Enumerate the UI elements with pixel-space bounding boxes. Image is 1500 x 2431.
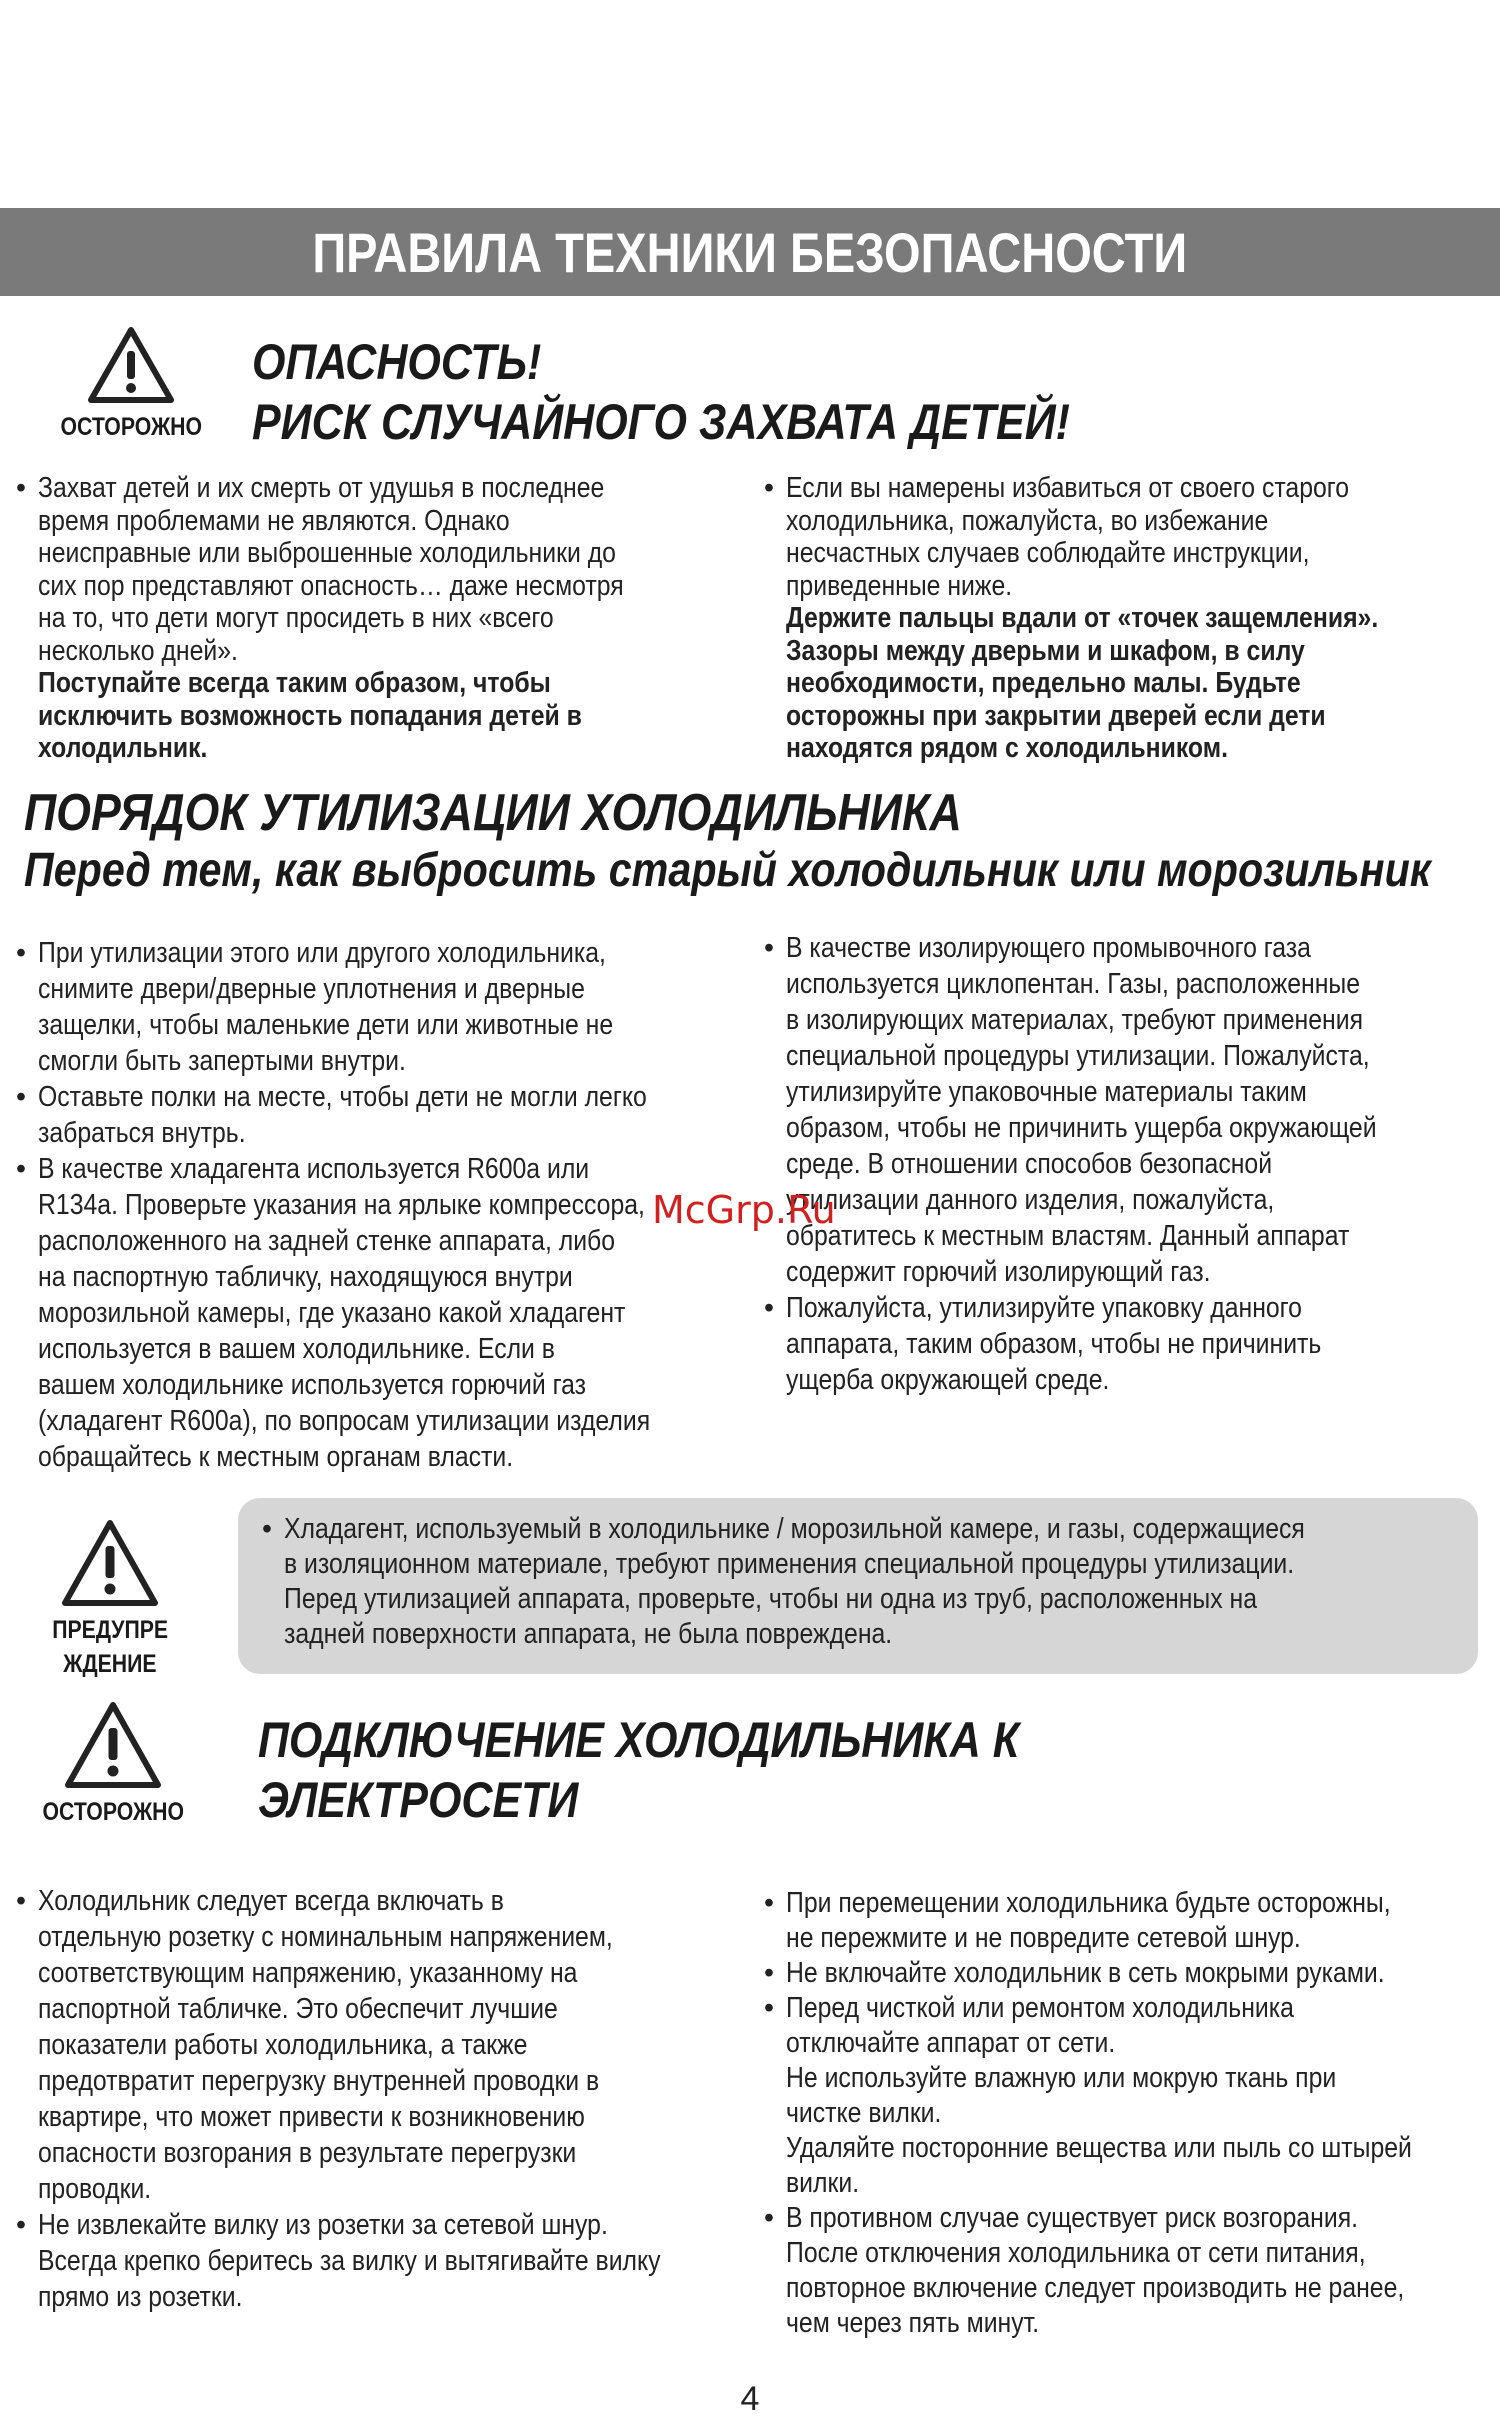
text-line: холодильника, пожалуйста, во избежание [786, 504, 1269, 537]
warning-triangle-icon [87, 325, 175, 405]
text-line: используется в вашем холодильнике. Если в [38, 1333, 555, 1365]
warning-label: ПРЕДУПРЕ [52, 1616, 168, 1644]
heading-line: ПОДКЛЮЧЕНИЕ ХОЛОДИЛЬНИКА К [258, 1712, 1020, 1768]
text-line: (хладагент R600a), по вопросам утилизации изделия [38, 1405, 651, 1437]
caution-block [36, 325, 226, 444]
text-line: в изоляционном материале, требуют применения специальной процедуры утилизации. [284, 1548, 1295, 1580]
text-line: снимите двери/дверные уплотнения и дверные [38, 973, 585, 1005]
list-item [16, 2207, 736, 2315]
list-item [764, 1290, 1484, 1398]
list-item [16, 472, 736, 765]
text-line: на то, что дети могут просидеть в них «всего [38, 602, 554, 634]
text-line: ущерба окружающей среде. [786, 1364, 1110, 1396]
text-line: защелки, чтобы маленькие дети или животные не [38, 1009, 614, 1041]
text-line: соответствующим напряжению, указанному на [38, 1957, 578, 1989]
text-line: показатели работы холодильника, а также [38, 2029, 528, 2061]
text-line: прямо из розетки. [38, 2281, 243, 2313]
bold-text-line: осторожны при закрытии дверей если дети [786, 699, 1326, 732]
text-line: R134a. Проверьте указания на ярлыке компрессора, [38, 1189, 645, 1221]
text-line: не пережмите и не повредите сетевой шнур. [786, 1922, 1301, 1954]
watermark: McGrp.Ru [652, 1188, 836, 1232]
caution-block [18, 1700, 208, 1829]
bold-text-line: Зазоры между дверьми и шкафом, в силу [786, 634, 1305, 667]
warning-triangle-icon [63, 1700, 163, 1790]
text-line: задней поверхности аппарата, не была повреждена. [284, 1618, 893, 1650]
text-line: • Пожалуйста, утилизируйте упаковку данного [786, 1292, 1302, 1324]
text-line: вилки. [786, 2167, 860, 2199]
text-line: время проблемами не являются. Однако [38, 504, 510, 537]
section2-right-column [764, 930, 1484, 1398]
text-line: • В качестве изолирующего промывочного газа [786, 932, 1311, 964]
text-line: неисправные или выброшенные холодильники до [38, 537, 616, 569]
heading-line: РИСК СЛУЧАЙНОГО ЗАХВАТА ДЕТЕЙ! [252, 394, 1070, 450]
text-line: на паспортную табличку, находящуюся внутри [38, 1261, 573, 1293]
text-line: повторное включение следует производить не ранее, [786, 2272, 1405, 2304]
heading-line: ПОРЯДОК УТИЛИЗАЦИИ ХОЛОДИЛЬНИКА [24, 784, 962, 842]
text-line: • Не извлекайте вилку из розетки за сетевой шнур. [38, 2209, 608, 2241]
bold-text-line: исключить возможность попадания детей в [38, 699, 582, 732]
list-item [764, 930, 1484, 1290]
text-line: После отключения холодильника от сети питания, [786, 2237, 1366, 2269]
text-line: паспортной табличке. Это обеспечит лучшие [38, 1993, 558, 2025]
bold-text-line: находятся рядом с холодильником. [786, 732, 1228, 764]
text-line: • Холодильник следует всегда включать в [38, 1885, 504, 1917]
text-line: обратитесь к местным властям. Данный аппарат [786, 1220, 1350, 1252]
text-line: проводки. [38, 2173, 152, 2205]
text-line: расположенного на задней стенке аппарата, либо [38, 1225, 616, 1257]
title-banner [0, 208, 1500, 296]
text-line: морозильной камеры, где указано какой хладагент [38, 1297, 626, 1329]
text-line: предотвратит перегрузку внутренней проводки в [38, 2065, 600, 2097]
list-item [764, 472, 1484, 765]
text-line: в изолирующих материалах, требуют применения [786, 1004, 1364, 1036]
text-line: • Если вы намерены избавиться от своего старого [786, 472, 1350, 504]
list-item [16, 1883, 736, 2207]
text-line: • Хладагент, используемый в холодильнике / морозильной камере, и газы, содержащиеся [284, 1513, 1305, 1545]
list-item [16, 1079, 736, 1151]
bold-text-line: Поступайте всегда таким образом, чтобы [38, 667, 551, 699]
text-line: квартире, что может привести к возникновению [38, 2101, 585, 2133]
text-line: • Оставьте полки на месте, чтобы дети не могли легко [38, 1081, 647, 1113]
warning-text [262, 1512, 1462, 1652]
text-line: • Захват детей и их смерть от удушья в последнее [38, 472, 605, 504]
text-line: специальной процедуры утилизации. Пожалуйста, [786, 1040, 1370, 1072]
text-line: сих пор представляют опасность… даже несмотря [38, 569, 624, 602]
warning-triangle-icon [60, 1518, 160, 1608]
caution-label: ОСТОРОЖНО [60, 413, 202, 441]
text-line: Не используйте влажную или мокрую ткань при [786, 2062, 1337, 2094]
section-heading-danger [252, 332, 1070, 452]
text-line: образом, чтобы не причинить ущерба окружающей [786, 1112, 1377, 1144]
text-line: содержит горючий изолирующий газ. [786, 1256, 1211, 1288]
text-line: Перед утилизацией аппарата, проверьте, чтобы ни одна из труб, расположенных на [284, 1583, 1257, 1615]
text-line: • В качестве хладагента используется R600a или [38, 1153, 590, 1185]
list-item [764, 2201, 1484, 2341]
text-line: используется циклопентан. Газы, расположенные [786, 968, 1361, 1000]
warning-label: ЖДЕНИЕ [63, 1650, 157, 1678]
bold-text-line: Держите пальцы вдали от «точек защемления». [786, 602, 1379, 634]
text-line: опасности возгорания в результате перегрузки [38, 2137, 577, 2169]
text-line: утилизации данного изделия, пожалуйста, [786, 1184, 1275, 1216]
bold-text-line: необходимости, предельно малы. Будьте [786, 667, 1301, 699]
text-line: смогли быть запертыми внутри. [38, 1045, 406, 1077]
section1-right-column [764, 472, 1484, 765]
heading-line: Перед тем, как выбросить старый холодильник или морозильник [24, 844, 1431, 897]
text-line: обращайтесь к местным органам власти. [38, 1441, 514, 1473]
section1-left-column [16, 472, 736, 765]
text-line: отключайте аппарат от сети. [786, 2027, 1116, 2059]
text-line: аппарата, таким образом, чтобы не причинить [786, 1328, 1322, 1360]
text-line: утилизируйте упаковочные материалы таким [786, 1076, 1307, 1108]
list-item [16, 935, 736, 1079]
text-line: • Перед чисткой или ремонтом холодильника [786, 1992, 1294, 2024]
bold-text-line: холодильник. [38, 732, 208, 764]
section3-right-column [764, 1886, 1484, 2341]
text-line: • При утилизации этого или другого холодильника, [38, 937, 606, 969]
text-line: отдельную розетку с номинальным напряжением, [38, 1921, 613, 1953]
text-line: несчастных случаев соблюдайте инструкции, [786, 537, 1310, 569]
page-title: ПРАВИЛА ТЕХНИКИ БЕЗОПАСНОСТИ [312, 220, 1188, 284]
text-line: • Не включайте холодильник в сеть мокрыми руками. [786, 1957, 1385, 1989]
text-line: • При перемещении холодильника будьте осторожны, [786, 1887, 1391, 1919]
text-line: вашем холодильнике используется горючий газ [38, 1369, 587, 1401]
warning-block [20, 1518, 200, 1681]
list-item [764, 1886, 1484, 1956]
text-line: Удаляйте посторонние вещества или пыль со штырей [786, 2132, 1412, 2164]
section3-left-column [16, 1883, 736, 2315]
text-line: чем через пять минут. [786, 2307, 1040, 2339]
list-item [764, 1956, 1484, 1991]
text-line: Всегда крепко беритесь за вилку и вытягивайте вилку [38, 2245, 661, 2277]
page-number: 4 [740, 2380, 760, 2418]
section-heading-electrical [258, 1710, 1019, 1830]
text-line: • В противном случае существует риск возгорания. [786, 2202, 1359, 2234]
section-heading-disposal [24, 784, 1431, 900]
section2-left-column [16, 935, 736, 1475]
text-line: чистке вилки. [786, 2097, 942, 2129]
text-line: среде. В отношении способов безопасной [786, 1148, 1273, 1180]
list-item [262, 1512, 1462, 1652]
caution-label: ОСТОРОЖНО [42, 1798, 184, 1826]
text-line: забраться внутрь. [38, 1117, 246, 1149]
heading-line: ОПАСНОСТЬ! [252, 334, 542, 390]
text-line: приведенные ниже. [786, 569, 1013, 602]
list-item [16, 1151, 736, 1475]
text-line: несколько дней». [38, 634, 238, 667]
heading-line: ЭЛЕКТРОСЕТИ [258, 1772, 579, 1828]
list-item [764, 1991, 1484, 2201]
